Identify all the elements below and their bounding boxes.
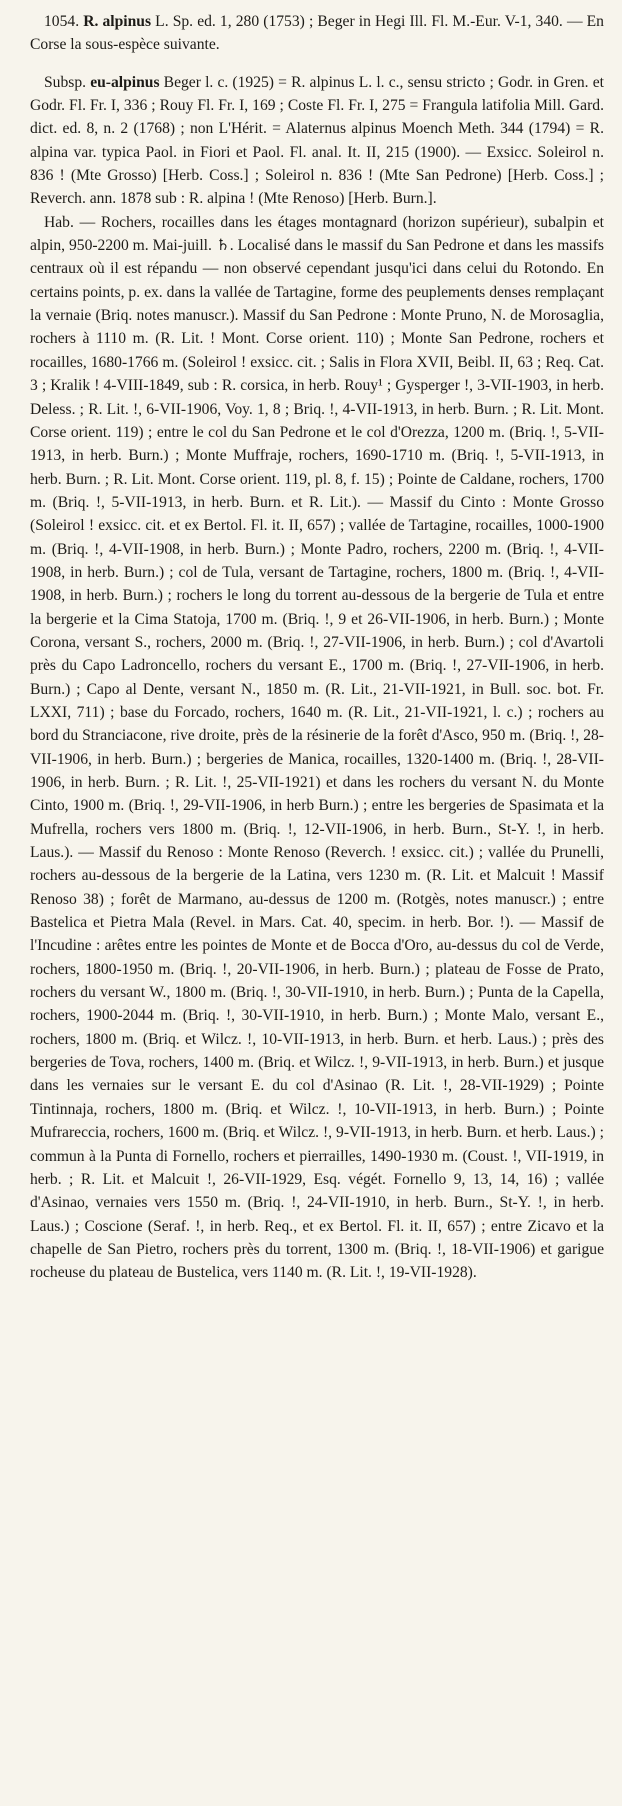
species-number: 1054. — [44, 13, 80, 30]
species-citation: L. Sp. ed. 1, 280 (1753) ; Beger in Hegi Ill. Fl. M.-Eur. V-1, 340. — En Corse la sous-espèce suivante. — [30, 13, 604, 54]
subspecies-prefix: Subsp. — [44, 73, 91, 91]
species-entry — [30, 10, 604, 57]
subspecies-synonymy: Beger l. c. (1925) = R. alpinus L. l. c., sensu stricto ; Godr. in Gren. et Godr. Fl. Fr. I, 336 ; Rouy Fl. Fr. I, 169 ; Coste Fl. Fr. I, 275 = Frangula latifolia Mill. Gard. dict. ed. 8, n. 2 (1768) ; non L'Hérit. = Alaternus alpinus Moench Meth. 344 (1794) = R. alpina var. typica Paol. in Fiori et Paol. Fl. anal. It. II, 215 (1900). — Exsicc. Soleirol n. 836 ! (Mte Grosso) [Herb. Coss.] ; Soleirol n. 836 ! (Mte San Pedrone) [Herb. Coss.] ; Reverch. ann. 1878 sub : R. alpina ! (Mte Renoso) [Herb. Burn.]. — [30, 73, 604, 208]
subspecies-name: eu-alpinus — [90, 73, 160, 91]
species-name: R. alpinus — [83, 13, 152, 30]
subspecies-entry — [30, 71, 604, 211]
habitat-paragraph: Hab. — Rochers, rocailles dans les étages montagnard (horizon supérieur), subalpin et alpin, 950-2200 m. Mai-juill. ♄. Localisé dans le massif du San Pedrone et dans les massifs centraux où il est répandu — non observé cependant jusqu'ici dans celui du Rotondo. En certains points, p. ex. dans la vallée de Tartagine, forme des peuplements denses remplaçant la vernaie (Briq. notes manuscr.). Massif du San Pedrone : Monte Pruno, N. de Morosaglia, rochers à 1110 m. (R. Lit. ! Mont. Corse orient. 110) ; Monte San Pedrone, rochers et rocailles, 1680-1766 m. (Soleirol ! exsicc. cit. ; Salis in Flora XVII, Beibl. II, 63 ; Req. Cat. 3 ; Kralik ! 4-VIII-1849, sub : R. corsica, in herb. Rouy¹ ; Gysperger !, 3-VII-1903, in herb. Deless. ; R. Lit. !, 6-VII-1906, Voy. 1, 8 ; Briq. !, 4-VII-1913, in herb. Burn. ; R. Lit. Mont. Corse orient. 119) ; entre le col du San Pedrone et le col d'Orezza, 1200 m. (Briq. !, 5-VII-1913, in herb. Burn.) ; Monte Muffraje, rochers, 1690-1710 m. (Briq. !, 5-VII-1913, in herb. Burn. ; R. Lit. Mont. Corse orient. 119, pl. 8, f. 15) ; Pointe de Caldane, rochers, 1700 m. (Briq. !, 5-VII-1913, in herb. Burn. et R. Lit.). — Massif du Cinto : Monte Grosso (Soleirol ! exsicc. cit. et ex Bertol. Fl. it. II, 657) ; vallée de Tartagine, rocailles, 1000-1900 m. (Briq. !, 4-VII-1908, in herb. Burn.) ; Monte Padro, rochers, 2200 m. (Briq. !, 4-VII-1908, in herb. Burn.) ; col de Tula, versant de Tartagine, rochers, 1800 m. (Briq. !, 4-VII-1908, in herb. Burn.) ; rochers le long du torrent au-dessous de la bergerie de Tula et entre la bergerie et la Cima Statoja, 1700 m. (Briq. !, 9 et 26-VII-1906, in herb. Burn.) ; Monte Corona, versant S., rochers, 2000 m. (Briq. !, 27-VII-1906, in herb. Burn.) ; col d'Avartoli près du Capo Ladroncello, rochers du versant E., 1700 m. (Briq. !, 27-VII-1906, in herb. Burn.) ; Capo al Dente, versant N., 1850 m. (R. Lit., 21-VII-1921, in Bull. soc. bot. Fr. LXXI, 711) ; base du Forcado, rochers, 1640 m. (R. Lit., 21-VII-1921, l. c.) ; rochers au bord du Stranciacone, rive droite, près de la résinerie de la forêt d'Asco, 950 m. (Briq. !, 28-VII-1906, in herb. Burn.) ; bergeries de Manica, rocailles, 1320-1400 m. (Briq. !, 28-VII-1906, in herb. Burn. ; R. Lit. !, 25-VII-1921) et dans les rochers du versant N. du Monte Cinto, 1900 m. (Briq. !, 29-VII-1906, in herb Burn.) ; entre les bergeries de Spasimata et la Mufrella, rochers vers 1800 m. (Briq. !, 12-VII-1906, in herb. Burn., St-Y. !, in herb. Laus.). — Massif du Renoso : Monte Renoso (Reverch. ! exsicc. cit.) ; vallée du Prunelli, rochers au-dessous de la bergerie de la Latina, vers 1230 m. (R. Lit. et Malcuit ! Massif Renoso 38) ; forêt de Marmano, au-dessus de 1200 m. (Rotgès, notes manuscr.) ; entre Bastelica et Pietra Mala (Revel. in Mars. Cat. 40, specim. in herb. Bor. !). — Massif de l'Incudine : arêtes entre les pointes de Monte et de Bocca d'Oro, au-dessus du col de Verde, rochers, 1800-1950 m. (Briq. !, 20-VII-1906, in herb. Burn.) ; plateau de Fosse de Prato, rochers du versant W., 1800 m. (Briq. !, 30-VII-1910, in herb. Burn.) ; Punta de la Capella, rochers, 1900-2044 m. (Briq. !, 30-VII-1910, in herb. Burn.) ; Monte Malo, versant E., rochers, 1800 m. (Briq. et Wilcz. !, 10-VII-1913, in herb. Burn. et herb. Laus.) ; près des bergeries de Tova, rochers, 1400 m. (Briq. et Wilcz. !, 9-VII-1913, in herb. Burn.) et jusque dans les vernaies sur le versant E. du col d'Asinao (R. Lit. !, 28-VII-1929) ; Pointe Tintinnaja, rochers, 1800 m. (Briq. et Wilcz. !, 10-VII-1913, in herb. Burn.) ; Pointe Mufrareccia, rochers, 1600 m. (Briq. et Wilcz. !, 9-VII-1913, in herb. Burn. et herb. Laus.) ; commun à la Punta di Fornello, rochers et pierrailles, 1490-1930 m. (Coust. !, VII-1919, in herb. ; R. Lit. et Malcuit !, 26-VII-1929, Esq. végét. Fornello 9, 13, 14, 16) ; vallée d'Asinao, vernaies vers 1550 m. (Briq. !, 24-VII-1910, in herb. Burn., St-Y. !, in herb. Laus.) ; Coscione (Seraf. !, in herb. Req., et ex Bertol. Fl. it. II, 657) ; entre Zicavo et la chapelle de San Pietro, rochers près du torrent, 1300 m. (Briq. !, 18-VII-1906) et garigue rocheuse du plateau de Bustelica, vers 1140 m. (R. Lit. !, 19-VII-1928). — [30, 213, 604, 1282]
